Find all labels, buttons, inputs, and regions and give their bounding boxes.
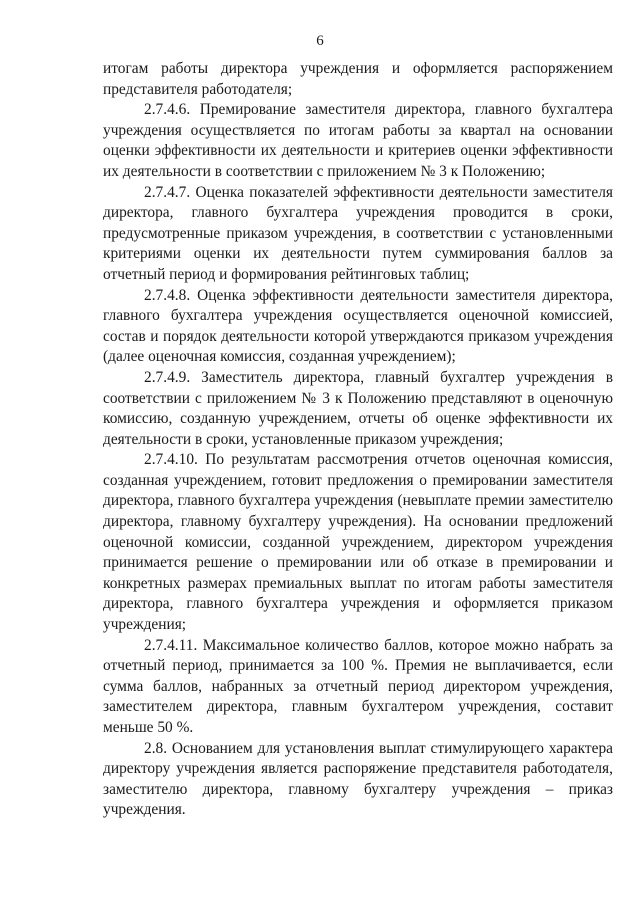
paragraph-continuation: итогам работы директора учреждения и оформляется распоряжением представителя работодателя;: [103, 60, 613, 98]
paragraph-2-7-4-8: 2.7.4.8. Оценка эффективности деятельности заместителя директора, главного бухгалтера учреждения осуществляется оценочной комиссией, состав и порядок деятельности которой утверждаются приказом учреждения (далее оценочная комиссия, созданная учреждением);: [103, 286, 613, 366]
paragraph-2-7-4-11: 2.7.4.11. Максимальное количество баллов, которое можно набрать за отчетный период, принимается за 100 %. Премия не выплачивается, если сумма баллов, набранных за отчетный период директором учреждения, заместителем директора, главным бухгалтером учреждения, составит меньше 50 %.: [103, 636, 613, 736]
paragraph-2-7-4-7: 2.7.4.7. Оценка показателей эффективности деятельности заместителя директора, главного бухгалтера учреждения проводится в сроки, предусмотренные приказом учреждения, в соответствии с установленными критериями оценки их деятельности путем суммирования баллов за отчетный период и формирования рейтинговых таблиц;: [103, 183, 613, 283]
paragraph-2-8: 2.8. Основанием для установления выплат стимулирующего характера директору учреждения является распоряжение представителя работодателя, заместителю директора, главному бухгалтеру учреждения – приказ учреждения.: [103, 739, 613, 819]
paragraph-2-7-4-6: 2.7.4.6. Премирование заместителя директора, главного бухгалтера учреждения осуществляется по итогам работы за квартал на основании оценки эффективности их деятельности и критериев оценки эффективности их деятельности в соответствии с приложением № 3 к Положению;: [103, 101, 613, 180]
paragraph-2-7-4-9: 2.7.4.9. Заместитель директора, главный бухгалтер учреждения в соответствии с приложением № 3 к Положению представляют в оценочную комиссию, созданную учреждением, отчеты об оценке эффективности их деятельности в сроки, установленные приказом учреждения;: [103, 368, 613, 448]
document-body: [103, 59, 613, 821]
page-number: 6: [316, 33, 324, 49]
paragraph-2-7-4-10: 2.7.4.10. По результатам рассмотрения отчетов оценочная комиссия, созданная учреждением, готовит предложения о премировании заместителя директора, главного бухгалтера учреждения (невыплате премии заместителю директора, главному бухгалтеру учреждения). На основании предложений оценочной комиссии, созданной учреждением, директором учреждения принимается решение о премировании или об отказе в премировании и конкретных размерах премиальных выплат по итогам работы заместителя директора, главного бухгалтера учреждения и оформляется приказом учреждения;: [103, 451, 613, 634]
